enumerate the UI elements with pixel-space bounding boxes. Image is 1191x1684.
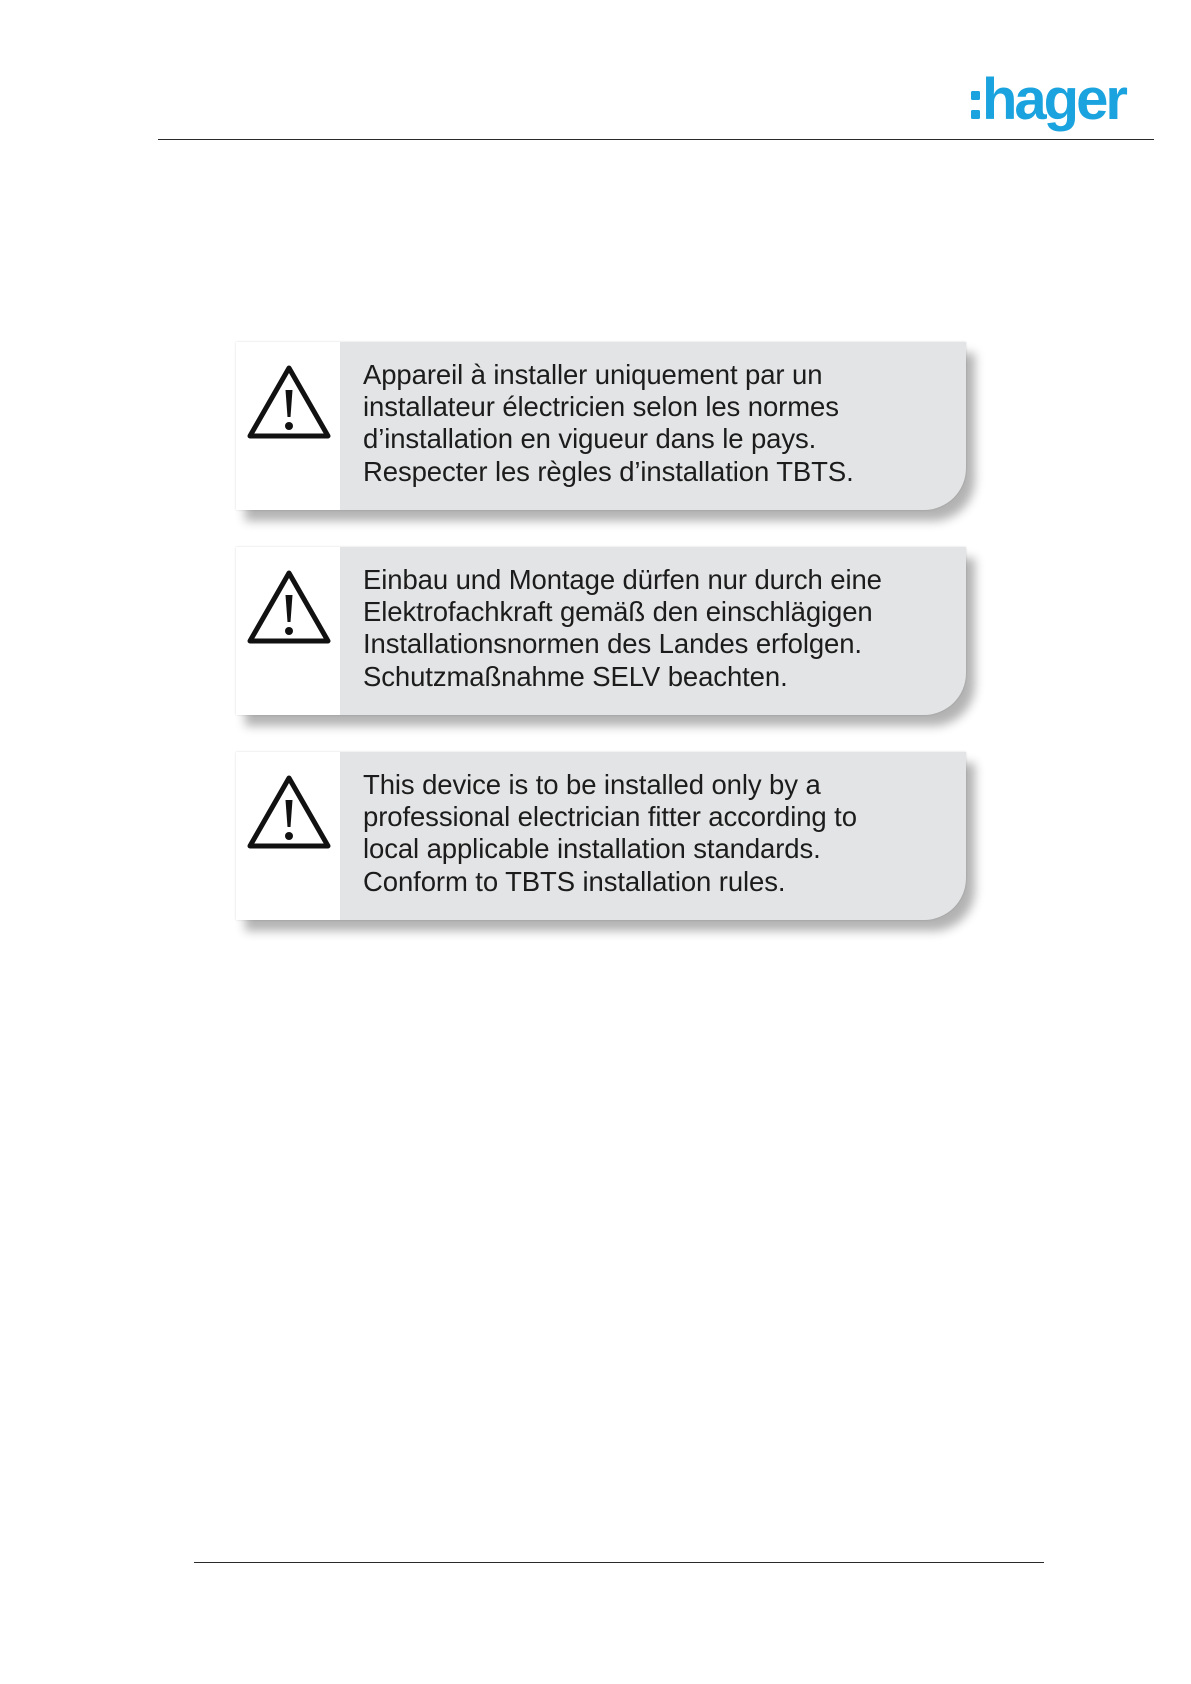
warning-text-de: Einbau und Montage dürfen nur durch eine Elektrofachkraft gemäß den einschlägigen Installationsnormen des Landes erfolgen. Schutzmaßnahme SELV beachten. (363, 564, 882, 692)
warning-text-fr: Appareil à installer uniquement par un installateur électricien selon les normes d’installation en vigueur dans le pays. Respecter les règles d’installation TBTS. (363, 359, 854, 487)
header-rule (158, 139, 1154, 140)
warning-icon-cell (236, 342, 340, 510)
warning-box-en (236, 752, 966, 920)
warning-triangle-icon (246, 364, 332, 444)
warning-box-de (236, 547, 966, 715)
warning-triangle-icon (246, 569, 332, 649)
safety-warnings (236, 342, 1008, 957)
warning-icon-cell (236, 547, 340, 715)
footer-rule (194, 1562, 1044, 1563)
hager-logo (966, 60, 1146, 140)
warning-icon-cell (236, 752, 340, 920)
svg-text:hager: hager (982, 67, 1125, 132)
warning-text-en: This device is to be installed only by a professional electrician fitter according to local applicable installation standards. Conform to TBTS installation rules. (363, 769, 857, 897)
warning-box-fr (236, 342, 966, 510)
warning-triangle-icon (246, 774, 332, 854)
